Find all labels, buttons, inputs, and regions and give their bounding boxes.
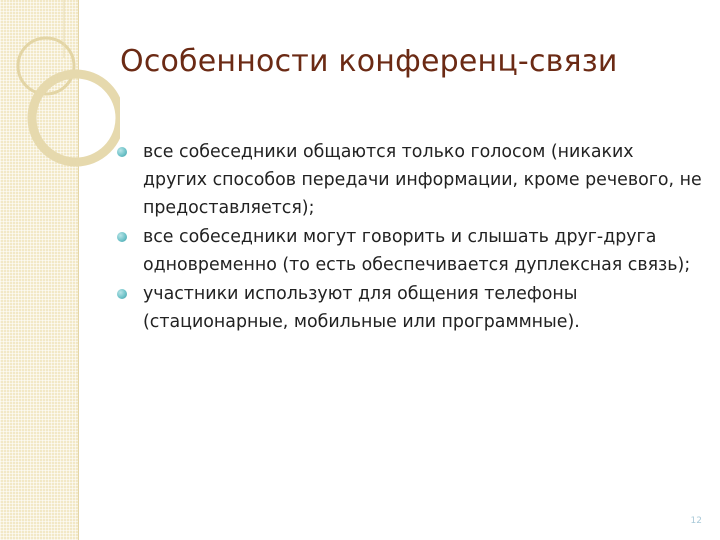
bullet-dot-icon — [117, 147, 127, 157]
bullet-item — [143, 280, 703, 336]
bullet-list — [143, 138, 703, 337]
bullet-text: все собеседники общаются только голосом (никаких других способов передачи информации, кроме речевого, не предоставляется); — [143, 142, 702, 218]
bullet-text: все собеседники могут говорить и слышать друг-друга одновременно (то есть обеспечивается дуплексная связь); — [143, 227, 691, 275]
bullet-dot-icon — [117, 289, 127, 299]
bullet-item — [143, 223, 703, 279]
slide-title: Особенности конференц-связи — [120, 44, 618, 79]
bullet-text: участники используют для общения телефоны (стационарные, мобильные или программные). — [143, 284, 580, 332]
decorative-arc-icon — [0, 0, 120, 200]
bullet-item — [143, 138, 703, 222]
bullet-dot-icon — [117, 232, 127, 242]
page-number: 12 — [690, 516, 702, 526]
